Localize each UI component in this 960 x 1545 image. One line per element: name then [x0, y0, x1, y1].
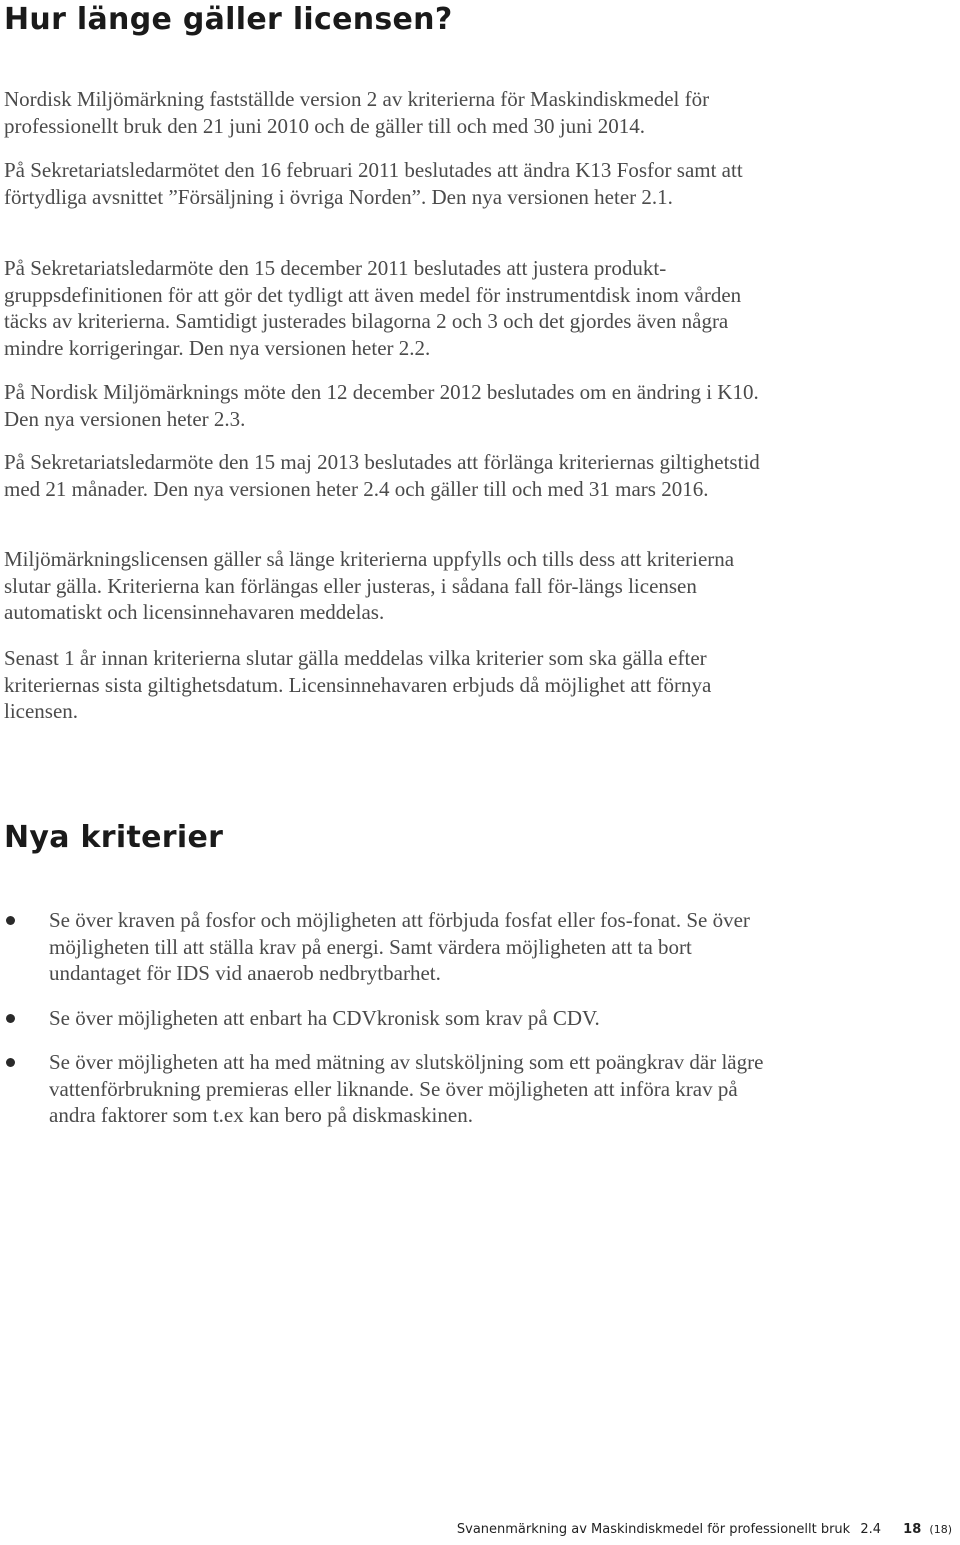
paragraph-version-2-3: På Nordisk Miljömärknings möte den 12 december 2012 beslutades om en ändring i K10. Den nya versionen heter 2.3.	[4, 380, 759, 431]
bullet-icon	[6, 1014, 15, 1023]
footer-document-title: Svanenmärkning av Maskindiskmedel för professionellt bruk	[456, 1522, 851, 1537]
page-footer	[457, 1522, 952, 1537]
footer-version: 2.4	[860, 1522, 882, 1537]
bullet-icon	[6, 916, 15, 925]
bullet-icon	[6, 1058, 15, 1067]
new-criteria-list	[0, 907, 780, 1147]
paragraph-version-2-2: På Sekretariatsledarmöte den 15 december 2011 beslutades att justera produkt-gruppsdefinitionen för att gör det tydligt att även medel för instrumentdisk inom vården täcks av kriterierna. Samtidigt justerades bilagorna 2 och 3 och det gjordes även några mindre korrigeringar. Den nya versionen heter 2.2.	[4, 256, 742, 360]
paragraph-license-validity: Miljömärkningslicensen gäller så länge kriterierna uppfylls och tills dess att kriterierna slutar gälla. Kriterierna kan förlängas eller justeras, i sådana fall för-längs licensen automatiskt och licensinnehavaren meddelas.	[4, 547, 735, 624]
section-heading-license-validity: Hur länge gäller licensen?	[4, 2, 453, 37]
list-item-text: Se över kraven på fosfor och möjligheten att förbjuda fosfat eller fos-fonat. Se över möjligheten till att ställa krav på energi. Samt värdera möjligheten att ta bort undantaget för IDS vid anaerob nedbrytbarhet.	[49, 908, 750, 985]
list-item	[0, 907, 780, 987]
paragraph-version-2-4: På Sekretariatsledarmöte den 15 maj 2013 beslutades att förlänga kriteriernas giltighetstid med 21 månader. Den nya versionen heter 2.4 och gäller till och med 31 mars 2016.	[4, 450, 760, 501]
paragraph-version-2-1: På Sekretariatsledarmötet den 16 februari 2011 beslutades att ändra K13 Fosfor samt att förtydliga avsnittet ”Försäljning i övriga Norden”. Den nya versionen heter 2.1.	[4, 158, 743, 209]
list-item-text: Se över möjligheten att enbart ha CDVkronisk som krav på CDV.	[49, 1005, 600, 1030]
list-item-text: Se över möjligheten att ha med mätning av slutsköljning som ett poängkrav där lägre vattenförbrukning premieras eller liknande. Se över möjligheten att införa krav på andra faktorer som t.ex kan bero på diskmaskinen.	[49, 1050, 764, 1127]
footer-page-number: 18	[903, 1522, 922, 1537]
list-item	[0, 1049, 780, 1129]
paragraph-version-history: Nordisk Miljömärkning fastställde version 2 av kriterierna för Maskindiskmedel för professionellt bruk den 21 juni 2010 och de gäller till och med 30 juni 2014.	[4, 87, 710, 138]
section-heading-new-criteria: Nya kriterier	[4, 820, 224, 855]
paragraph-license-renewal: Senast 1 år innan kriterierna slutar gälla meddelas vilka kriterier som ska gälla efter kriteriernas sista giltighetsdatum. Licensinnehavaren erbjuds då möjlighet att förnya licensen.	[4, 646, 712, 723]
list-item	[0, 1005, 780, 1032]
footer-page-total: (18)	[929, 1523, 952, 1536]
